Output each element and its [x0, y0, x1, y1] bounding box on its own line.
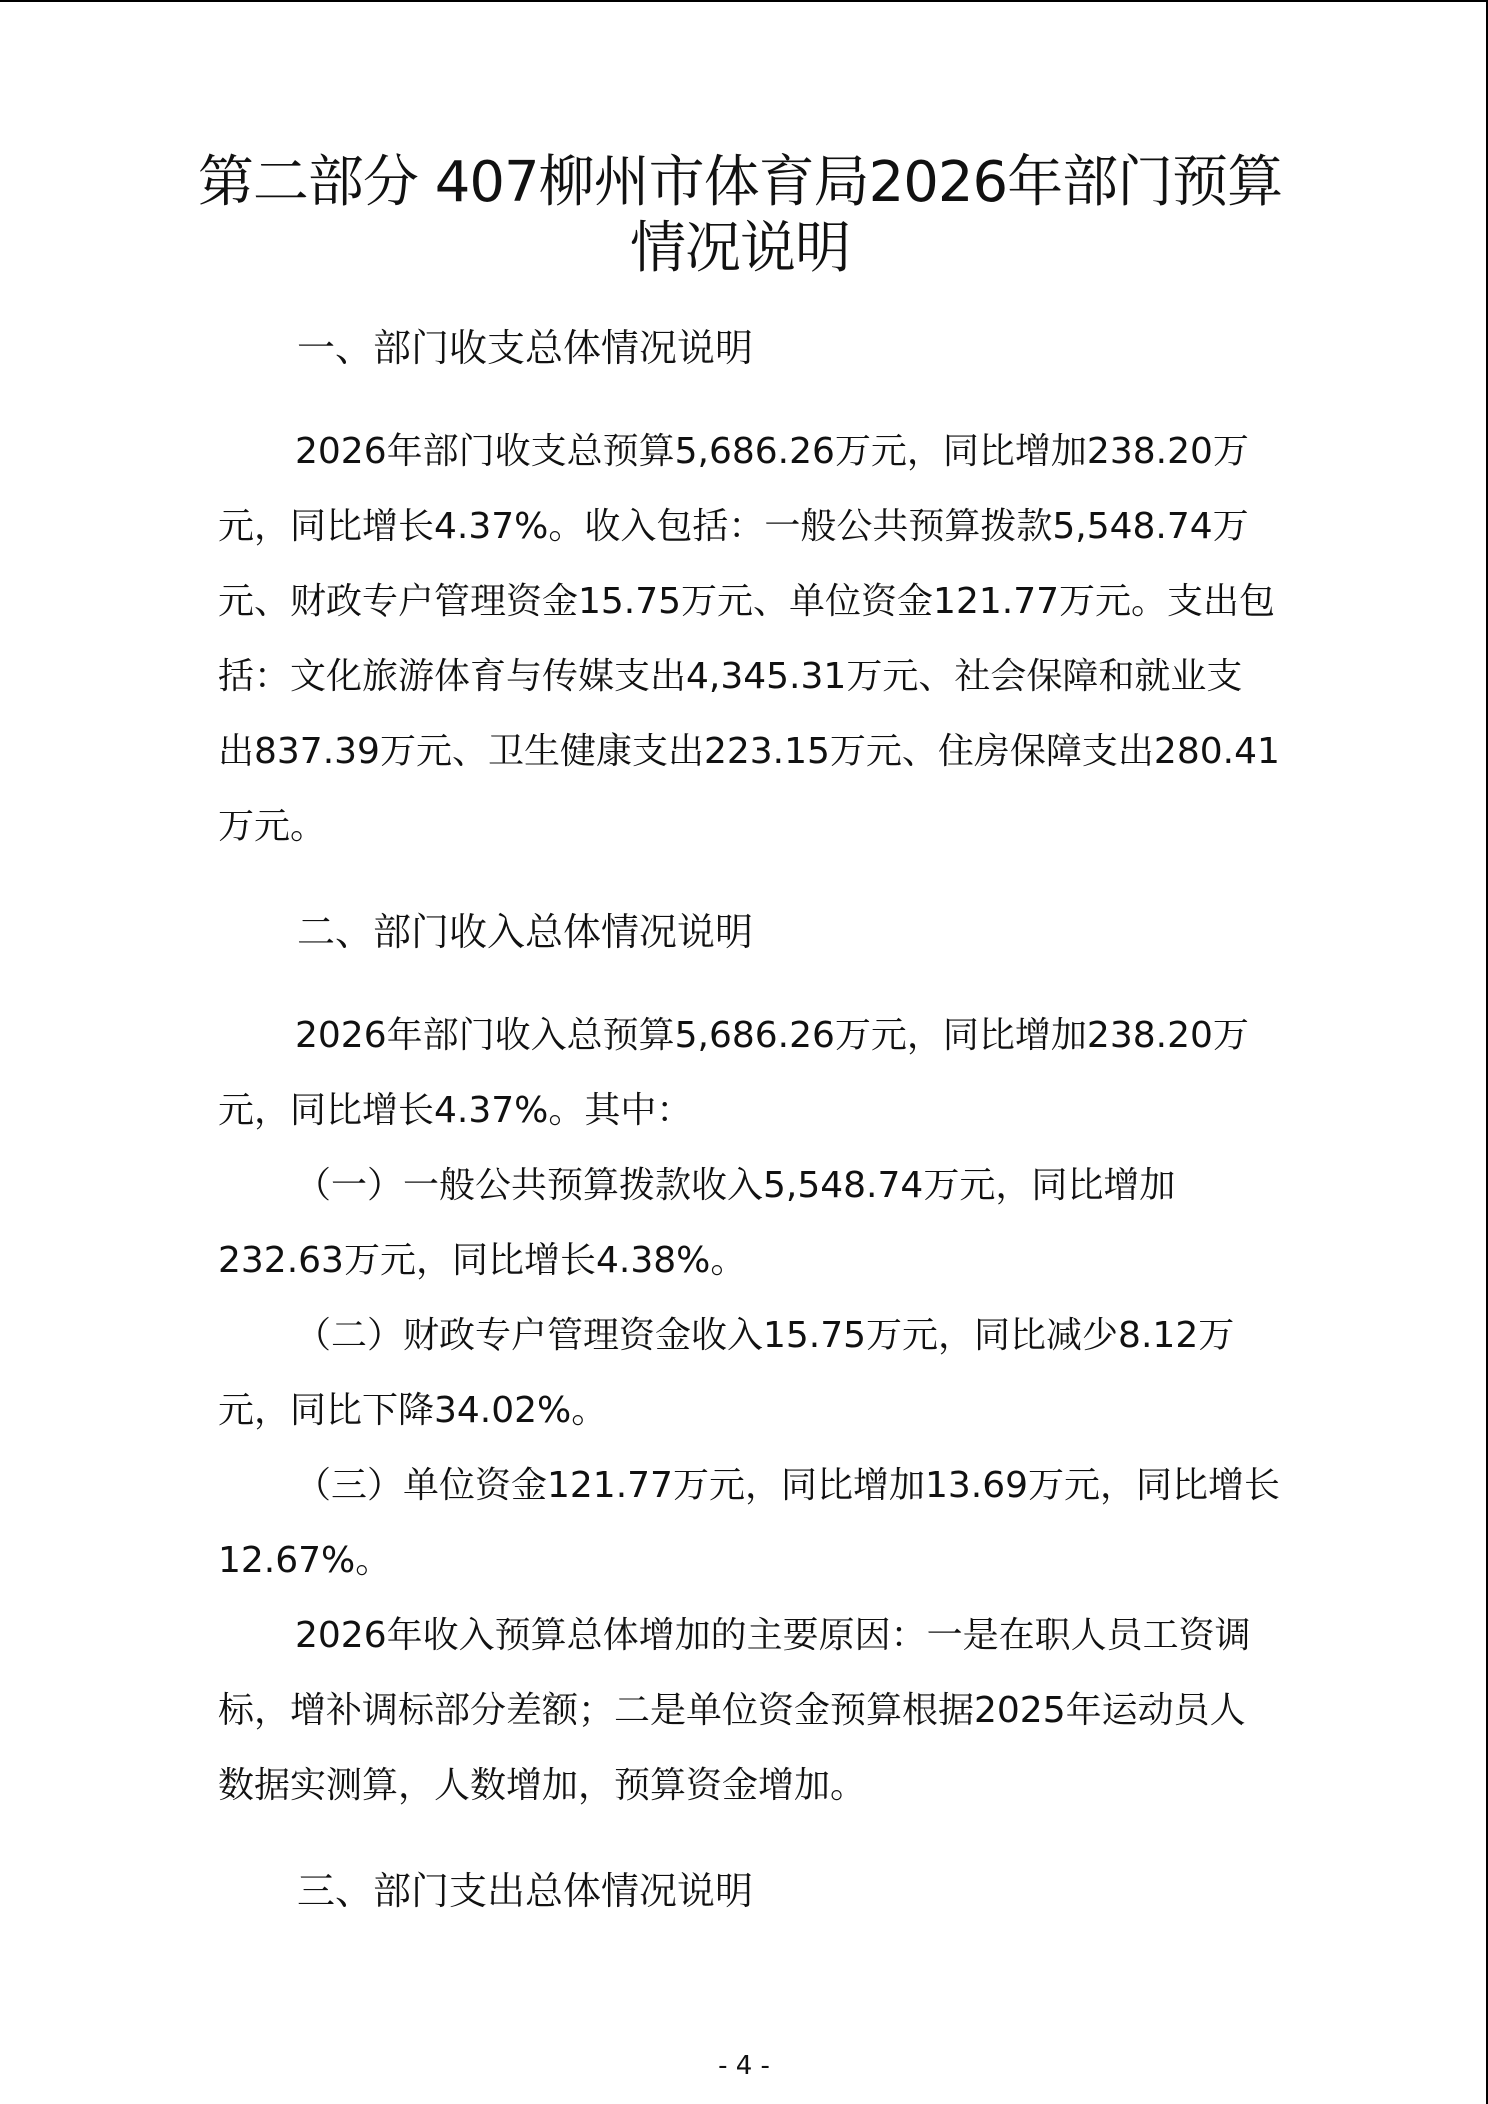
section-1-line-1: 2026年部门收支总预算5,686.26万元，同比增加238.20万	[295, 431, 1249, 472]
section-1-line-4: 括：文化旅游体育与传媒支出4,345.31万元、社会保障和就业支	[218, 656, 1243, 697]
section-2-item-1-line-1: （一）一般公共预算拨款收入5,548.74万元，同比增加	[295, 1165, 1176, 1206]
section-2-item-3-line-1: （三）单位资金121.77万元，同比增加13.69万元，同比增长	[295, 1465, 1281, 1506]
section-1-heading: 一、部门收支总体情况说明	[297, 326, 754, 370]
section-3-heading: 三、部门支出总体情况说明	[297, 1869, 754, 1913]
section-1-line-6: 万元。	[218, 806, 327, 847]
section-2-item-1-line-2: 232.63万元，同比增长4.38%。	[218, 1240, 747, 1281]
section-2-reason-line-3: 数据实测算，人数增加，预算资金增加。	[218, 1765, 867, 1806]
section-2-item-2-line-2: 元，同比下降34.02%。	[218, 1390, 608, 1431]
page-title-line-1: 第二部分 407柳州市体育局2026年部门预算	[197, 150, 1283, 215]
section-2-line-2: 元，同比增长4.37%。其中：	[218, 1090, 693, 1131]
section-2-line-1: 2026年部门收入总预算5,686.26万元，同比增加238.20万	[295, 1015, 1249, 1056]
section-1-line-5: 出837.39万元、卫生健康支出223.15万元、住房保障支出280.41	[218, 731, 1280, 772]
section-2-item-2-line-1: （二）财政专户管理资金收入15.75万元，同比减少8.12万	[295, 1315, 1235, 1356]
section-2-reason-line-2: 标，增补调标部分差额；二是单位资金预算根据2025年运动员人	[218, 1690, 1246, 1731]
section-2-heading: 二、部门收入总体情况说明	[297, 910, 754, 954]
section-2-item-3-line-2: 12.67%。	[218, 1540, 392, 1581]
page-title	[150, 150, 1330, 282]
page-title-line-2: 情况说明	[630, 216, 850, 281]
page-number: - 4 -	[718, 2051, 770, 2081]
section-1-line-3: 元、财政专户管理资金15.75万元、单位资金121.77万元。支出包	[218, 581, 1276, 622]
section-2-reason-line-1: 2026年收入预算总体增加的主要原因：一是在职人员工资调	[295, 1615, 1251, 1656]
section-1-line-2: 元，同比增长4.37%。收入包括：一般公共预算拨款5,548.74万	[218, 506, 1249, 547]
